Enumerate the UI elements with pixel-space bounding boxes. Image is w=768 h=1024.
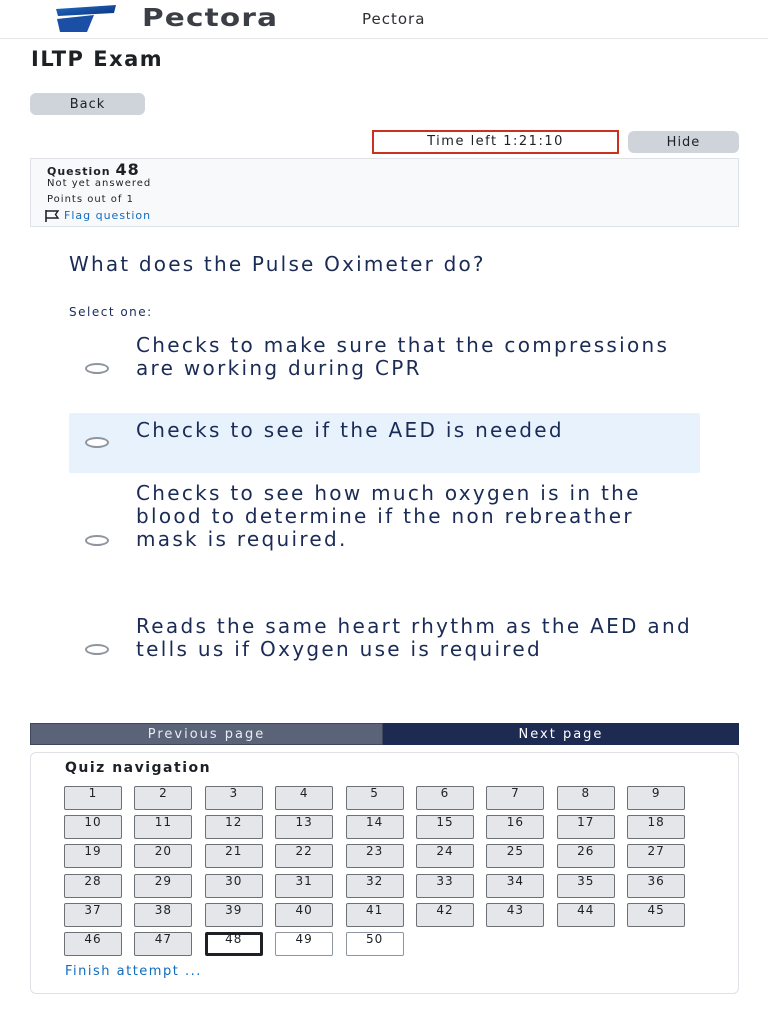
quiz-navigation-panel: [30, 752, 739, 994]
quiz-nav-button-32[interactable]: 32: [346, 874, 404, 898]
quiz-nav-button-22[interactable]: 22: [275, 844, 333, 868]
quiz-nav-button-45[interactable]: 45: [627, 903, 685, 927]
quiz-nav-button-3[interactable]: 3: [205, 786, 263, 810]
quiz-nav-button-31[interactable]: 31: [275, 874, 333, 898]
quiz-nav-button-35[interactable]: 35: [557, 874, 615, 898]
quiz-nav-button-4[interactable]: 4: [275, 786, 333, 810]
quiz-nav-button-9[interactable]: 9: [627, 786, 685, 810]
quiz-nav-button-8[interactable]: 8: [557, 786, 615, 810]
quiz-navigation-title: Quiz navigation: [65, 760, 212, 776]
radio-button[interactable]: [85, 644, 109, 655]
page-title: ILTP Exam: [31, 47, 164, 71]
question-number: 48: [115, 160, 140, 179]
answer-label[interactable]: Checks to see if the AED is needed: [136, 418, 564, 442]
radio-button[interactable]: [85, 437, 109, 448]
answer-label[interactable]: Checks to make sure that the compressions are working during CPR: [136, 333, 670, 380]
quiz-nav-button-39[interactable]: 39: [205, 903, 263, 927]
quiz-nav-button-13[interactable]: 13: [275, 815, 333, 839]
quiz-nav-button-5[interactable]: 5: [346, 786, 404, 810]
quiz-nav-button-29[interactable]: 29: [134, 874, 192, 898]
logo-wordmark[interactable]: Pectora: [142, 3, 279, 32]
quiz-nav-button-47[interactable]: 47: [134, 932, 192, 956]
quiz-nav-button-10[interactable]: 10: [64, 815, 122, 839]
radio-button[interactable]: [85, 535, 109, 546]
back-button[interactable]: Back: [30, 93, 145, 115]
quiz-nav-button-44[interactable]: 44: [557, 903, 615, 927]
answer-prompt: Select one:: [69, 305, 153, 319]
time-left-display: Time left 1:21:10: [372, 130, 619, 154]
answer-option-b[interactable]: [69, 413, 700, 473]
quiz-nav-button-33[interactable]: 33: [416, 874, 474, 898]
quiz-nav-button-18[interactable]: 18: [627, 815, 685, 839]
quiz-nav-button-42[interactable]: 42: [416, 903, 474, 927]
quiz-nav-button-46[interactable]: 46: [64, 932, 122, 956]
quiz-nav-button-6[interactable]: 6: [416, 786, 474, 810]
quiz-nav-button-2[interactable]: 2: [134, 786, 192, 810]
quiz-nav-button-30[interactable]: 30: [205, 874, 263, 898]
quiz-nav-button-21[interactable]: 21: [205, 844, 263, 868]
next-page-button[interactable]: Next page: [383, 723, 739, 745]
flag-question-label[interactable]: Flag question: [64, 209, 152, 222]
question-heading: [47, 160, 140, 179]
quiz-nav-button-43[interactable]: 43: [486, 903, 544, 927]
quiz-nav-button-25[interactable]: 25: [486, 844, 544, 868]
answer-label[interactable]: Checks to see how much oxygen is in the blood to determine if the non rebreather mask is required.: [136, 481, 641, 551]
quiz-nav-button-20[interactable]: 20: [134, 844, 192, 868]
pectora-logo-icon[interactable]: [54, 3, 122, 33]
quiz-nav-button-34[interactable]: 34: [486, 874, 544, 898]
question-heading-label: Question: [47, 165, 111, 178]
question-text: What does the Pulse Oximeter do?: [69, 252, 486, 276]
quiz-nav-button-48[interactable]: 48: [205, 932, 263, 956]
quiz-nav-button-27[interactable]: 27: [627, 844, 685, 868]
quiz-nav-button-40[interactable]: 40: [275, 903, 333, 927]
quiz-nav-button-1[interactable]: 1: [64, 786, 122, 810]
site-name[interactable]: Pectora: [362, 10, 426, 28]
quiz-nav-button-41[interactable]: 41: [346, 903, 404, 927]
question-grade: Points out of 1: [47, 194, 134, 205]
question-state: Not yet answered: [47, 178, 152, 189]
quiz-nav-button-38[interactable]: 38: [134, 903, 192, 927]
quiz-nav-button-24[interactable]: 24: [416, 844, 474, 868]
quiz-nav-button-11[interactable]: 11: [134, 815, 192, 839]
flag-question-link[interactable]: [45, 209, 151, 222]
quiz-nav-button-7[interactable]: 7: [486, 786, 544, 810]
quiz-nav-button-28[interactable]: 28: [64, 874, 122, 898]
quiz-nav-button-50[interactable]: 50: [346, 932, 404, 956]
quiz-nav-button-23[interactable]: 23: [346, 844, 404, 868]
quiz-nav-button-19[interactable]: 19: [64, 844, 122, 868]
previous-page-button[interactable]: Previous page: [30, 723, 383, 745]
answer-option-d[interactable]: [69, 612, 700, 690]
quiz-nav-button-17[interactable]: 17: [557, 815, 615, 839]
radio-button[interactable]: [85, 363, 109, 374]
question-info-panel: [30, 158, 739, 227]
answer-label[interactable]: Reads the same heart rhythm as the AED and tells us if Oxygen use is required: [136, 614, 692, 661]
quiz-nav-button-15[interactable]: 15: [416, 815, 474, 839]
quiz-nav-button-16[interactable]: 16: [486, 815, 544, 839]
answer-option-c[interactable]: [69, 480, 700, 600]
hide-timer-button[interactable]: Hide: [628, 131, 739, 153]
quiz-nav-button-49[interactable]: 49: [275, 932, 333, 956]
quiz-nav-button-36[interactable]: 36: [627, 874, 685, 898]
flag-icon: [45, 210, 60, 222]
finish-attempt-link[interactable]: Finish attempt ...: [65, 964, 202, 979]
top-header: [0, 0, 768, 39]
quiz-nav-button-12[interactable]: 12: [205, 815, 263, 839]
quiz-nav-button-14[interactable]: 14: [346, 815, 404, 839]
quiz-nav-button-26[interactable]: 26: [557, 844, 615, 868]
answer-option-a[interactable]: [69, 332, 700, 406]
quiz-nav-button-37[interactable]: 37: [64, 903, 122, 927]
